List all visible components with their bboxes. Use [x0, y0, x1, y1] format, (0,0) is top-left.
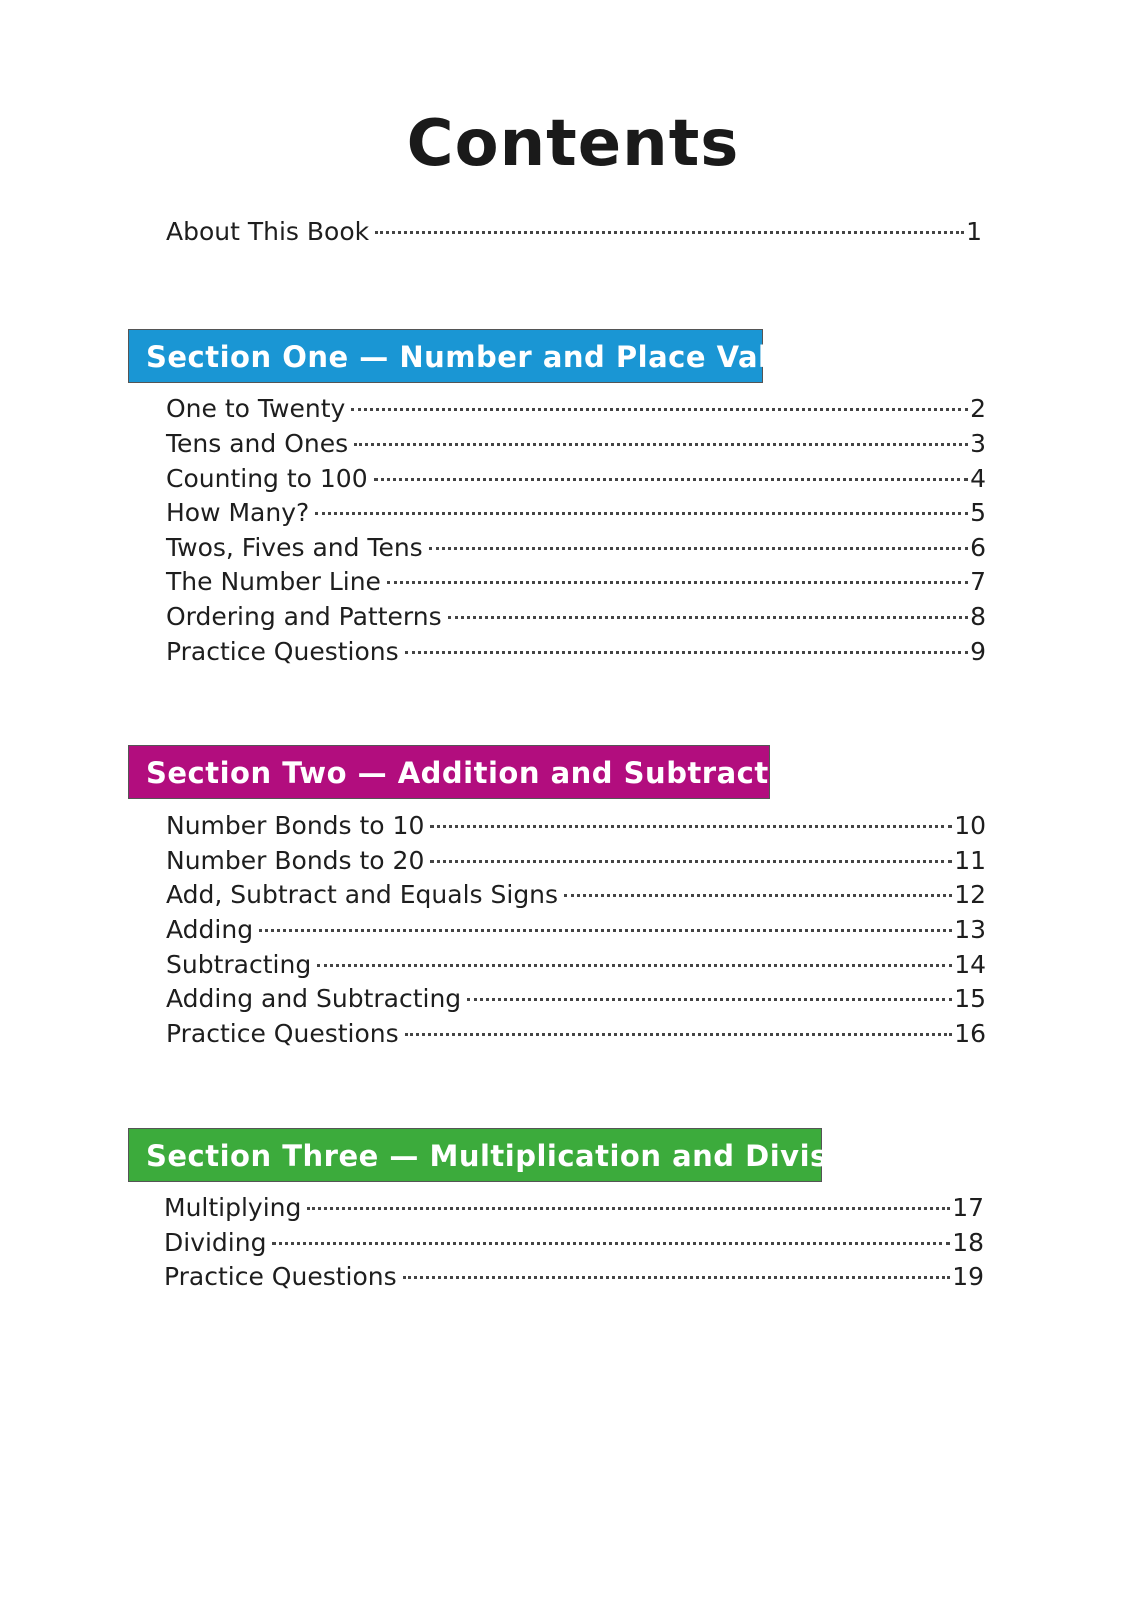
toc-entry[interactable]: [166, 877, 986, 912]
toc-entry-title: Practice Questions: [164, 1262, 397, 1291]
section-one-header: Section One — Number and Place Value: [128, 329, 763, 383]
dot-leader: [430, 860, 952, 863]
toc-entry-title: Number Bonds to 10: [166, 811, 425, 840]
toc-entry-page: 6: [970, 533, 986, 562]
toc-entry-title: Counting to 100: [166, 464, 368, 493]
toc-entry-title: Add, Subtract and Equals Signs: [166, 880, 559, 909]
toc-entry[interactable]: [166, 981, 986, 1016]
toc-entry[interactable]: [166, 947, 986, 982]
dot-leader: [405, 1033, 953, 1036]
toc-entry-title: Tens and Ones: [166, 429, 349, 458]
dot-leader: [467, 998, 952, 1001]
dot-leader: [375, 231, 964, 234]
toc-entry-title: Adding: [166, 915, 254, 944]
dot-leader: [259, 929, 952, 932]
dot-leader: [307, 1207, 950, 1210]
toc-entry-page: 13: [954, 915, 986, 944]
dot-leader: [315, 512, 968, 515]
toc-entry-page: 16: [954, 1019, 986, 1048]
dot-leader: [448, 616, 968, 619]
toc-entry[interactable]: [166, 530, 986, 565]
toc-entry-title: Twos, Fives and Tens: [166, 533, 423, 562]
toc-entry-title: Adding and Subtracting: [166, 984, 462, 1013]
toc-entry-page: 7: [970, 567, 986, 596]
dot-leader: [429, 547, 968, 550]
toc-entry[interactable]: [166, 634, 986, 669]
toc-entry[interactable]: [166, 461, 986, 496]
toc-entry[interactable]: [166, 808, 986, 843]
toc-entry-title: The Number Line: [166, 567, 381, 596]
toc-entry[interactable]: [166, 426, 986, 461]
toc-entry[interactable]: [164, 1225, 984, 1260]
toc-entry-page: 12: [954, 880, 986, 909]
page-title: Contents: [406, 107, 740, 181]
dot-leader: [405, 651, 968, 654]
toc-entry-page: 14: [954, 950, 986, 979]
dot-leader: [564, 894, 952, 897]
toc-entry-page: 9: [970, 637, 986, 666]
dot-leader: [403, 1276, 951, 1279]
dot-leader: [430, 825, 952, 828]
toc-entry-page: 19: [952, 1262, 984, 1291]
toc-entry-page: 10: [954, 811, 986, 840]
toc-entry-page: 17: [952, 1193, 984, 1222]
dot-leader: [374, 478, 968, 481]
toc-entry-page: 2: [970, 394, 986, 423]
dot-leader: [351, 408, 968, 411]
dot-leader: [317, 964, 952, 967]
toc-entry-title: Subtracting: [166, 950, 312, 979]
toc-entry[interactable]: [166, 912, 986, 947]
toc-entry[interactable]: [166, 564, 986, 599]
dot-leader: [387, 581, 968, 584]
toc-entry-title: How Many?: [166, 498, 310, 527]
toc-entry-title: Practice Questions: [166, 1019, 399, 1048]
toc-entry-page: 11: [954, 846, 986, 875]
toc-entry-title: Number Bonds to 20: [166, 846, 425, 875]
toc-entry-page: 18: [952, 1228, 984, 1257]
toc-entry-title: Ordering and Patterns: [166, 602, 442, 631]
section-three-header: Section Three — Multiplication and Division: [128, 1128, 822, 1182]
toc-entry-title: Practice Questions: [166, 637, 399, 666]
toc-entry-page: 8: [970, 602, 986, 631]
toc-entry[interactable]: [164, 1190, 984, 1225]
toc-entry-title: Dividing: [164, 1228, 267, 1257]
toc-entry-page: 3: [970, 429, 986, 458]
toc-entry-title: About This Book: [166, 217, 370, 246]
toc-entry-page: 15: [954, 984, 986, 1013]
toc-entry[interactable]: [166, 1016, 986, 1051]
toc-entry-title: Multiplying: [164, 1193, 302, 1222]
dot-leader: [272, 1242, 950, 1245]
dot-leader: [354, 443, 968, 446]
toc-entry[interactable]: [166, 599, 986, 634]
toc-entry-title: One to Twenty: [166, 394, 346, 423]
toc-entry[interactable]: [166, 391, 986, 426]
toc-entry[interactable]: [166, 495, 986, 530]
toc-entry[interactable]: [164, 1259, 984, 1294]
toc-entry-page: 1: [966, 217, 982, 246]
toc-entry-about-this-book[interactable]: [166, 214, 982, 249]
toc-entry-page: 4: [970, 464, 986, 493]
section-two-header: Section Two — Addition and Subtraction: [128, 745, 770, 799]
toc-entry-page: 5: [970, 498, 986, 527]
toc-entry[interactable]: [166, 843, 986, 878]
